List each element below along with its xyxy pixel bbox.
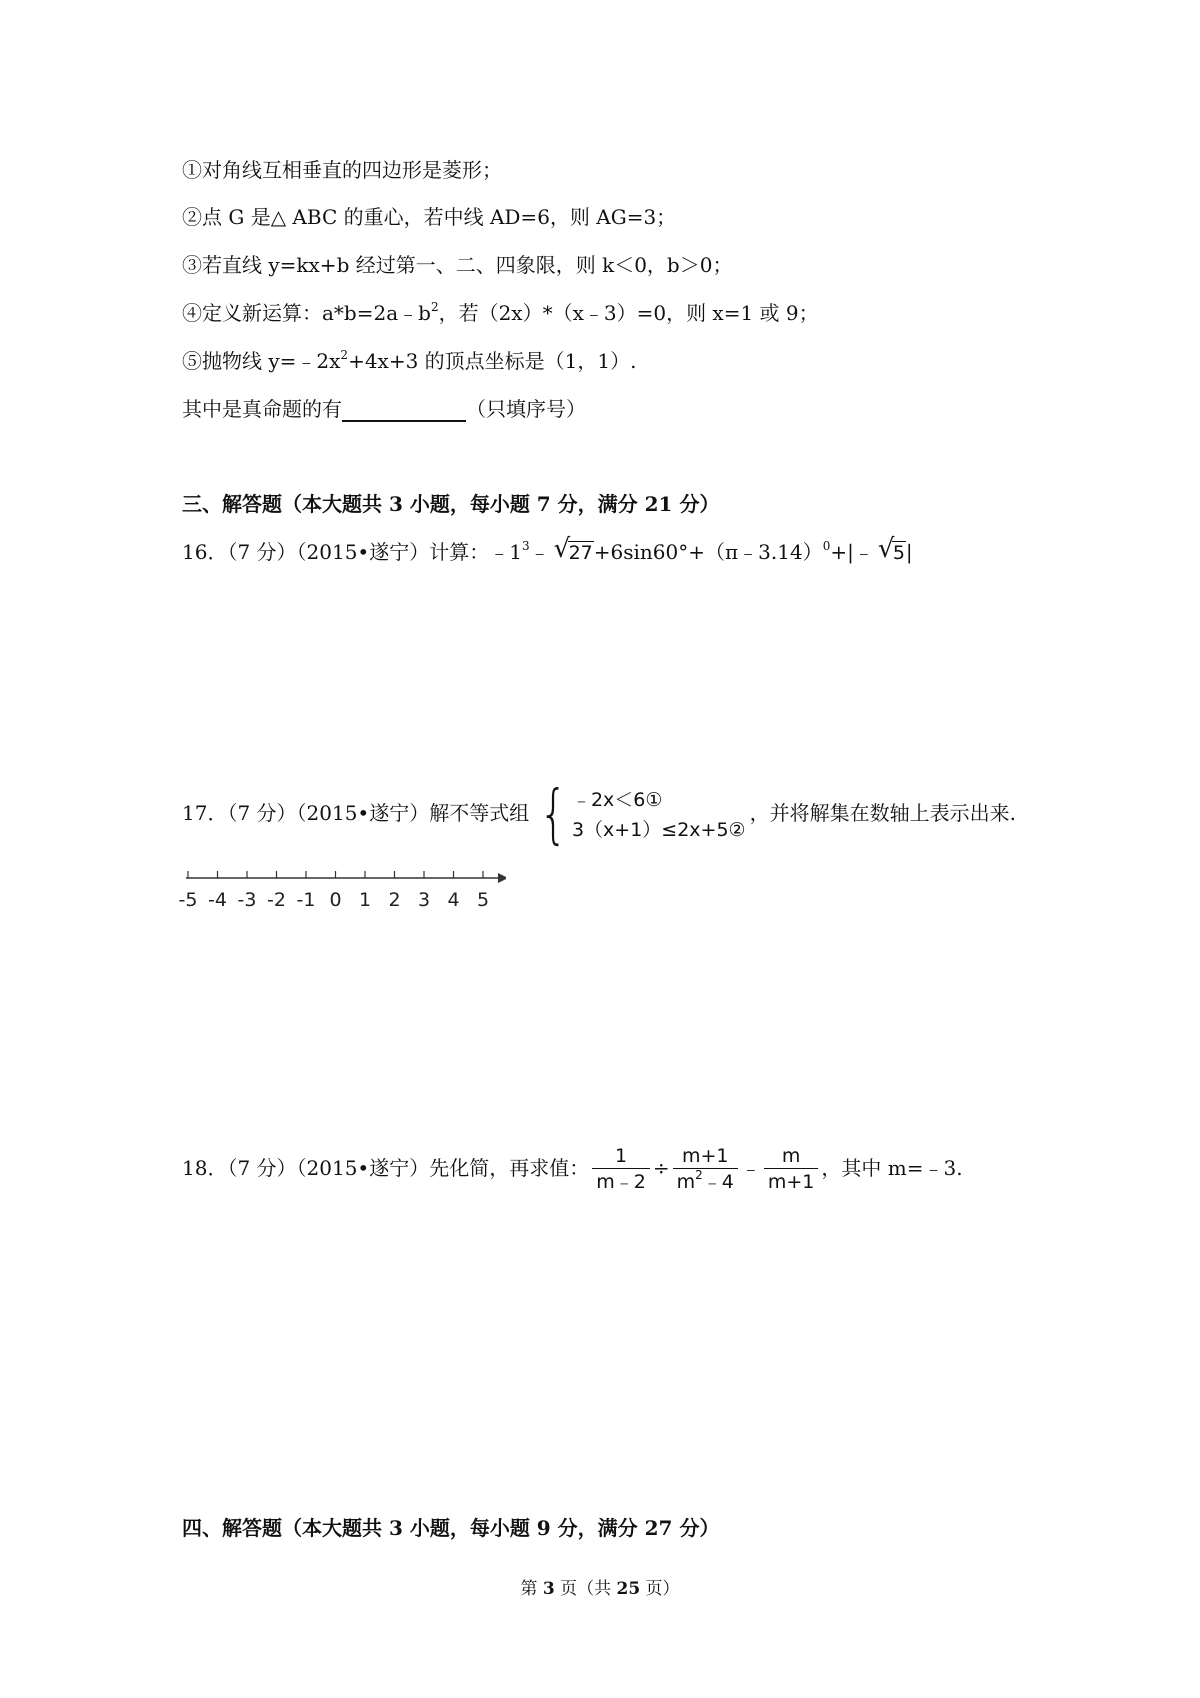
option-4 (182, 299, 819, 327)
radical-sign: √ (553, 534, 571, 564)
option-2: ②点 G 是△ ABC 的重心，若中线 AD=6，则 AG=3； (182, 205, 677, 229)
fraction-2-den-rest: ﹣4 (702, 1171, 734, 1193)
current-page: 3 (542, 1579, 555, 1599)
axis-tick-label: 4 (447, 889, 460, 911)
fraction-2-den-base: m (676, 1171, 696, 1193)
answer-blank[interactable] (342, 398, 466, 422)
option-3: ③若直线 y=kx+b 经过第一、二、四象限，则 k＜0，b＞0； (182, 253, 733, 277)
q18-prefix: 18．（7 分）（2015•遂宁）先化简，再求值： (182, 1156, 590, 1180)
q16-prefix: 16．（7 分）（2015•遂宁）计算：﹣1 (182, 540, 522, 564)
axis-tick-label: -5 (178, 889, 198, 911)
question-16 (182, 534, 913, 567)
inequality-system (533, 777, 746, 852)
axis-tick-label: -1 (296, 889, 316, 911)
radicand-27: 27 (568, 542, 593, 564)
axis-tick-labels (179, 889, 490, 911)
sqrt-5 (877, 534, 906, 567)
total-pages: 25 (616, 1579, 641, 1599)
axis-ticks (188, 871, 483, 878)
q17-prefix: 17．（7 分）（2015•遂宁）解不等式组 (182, 801, 530, 825)
option-4-part-b: ，若（2x）*（x﹣3）=0，则 x=1 或 9； (438, 301, 819, 325)
division-sign: ÷ (652, 1156, 670, 1180)
radicand-5: 5 (892, 542, 905, 564)
q16-abs-open: +|﹣ (830, 540, 874, 564)
number-line (176, 866, 506, 926)
fill-in-hint: （只填序号） (466, 397, 586, 421)
axis-tick-label: -3 (237, 889, 257, 911)
section-3-heading: 三、解答题（本大题共 3 小题，每小题 7 分，满分 21 分） (182, 492, 720, 516)
axis-tick-label: -4 (208, 889, 227, 911)
q16-exponent-0: 0 (822, 539, 831, 553)
option-5-part-a: ⑤抛物线 y=﹣2x (182, 349, 341, 373)
axis-tick-label: 0 (329, 889, 342, 911)
option-4-exponent: 2 (430, 300, 439, 314)
fraction-2-numerator: m+1 (681, 1145, 729, 1167)
q16-abs-close: | (905, 540, 913, 564)
axis-tick-label: 5 (476, 889, 490, 911)
axis-tick-label: 3 (417, 889, 431, 911)
axis-tick-label: 1 (358, 889, 372, 911)
page-footer (0, 1574, 1200, 1599)
number-line-graphic (176, 866, 506, 926)
axis-tick-label: -2 (267, 889, 286, 911)
q16-exponent-1: 3 (521, 539, 530, 553)
fraction-2 (673, 1144, 738, 1195)
axis-tick-label: 2 (388, 889, 401, 911)
section-4-heading: 四、解答题（本大题共 3 小题，每小题 9 分，满分 27 分） (182, 1516, 720, 1540)
option-5 (182, 347, 636, 375)
footer-middle: 页（共 (554, 1579, 617, 1599)
fraction-2-denominator (673, 1168, 738, 1195)
fraction-2-den-exponent: 2 (695, 1168, 703, 1182)
axis-arrow-icon (498, 873, 506, 883)
inequality-1: ﹣2x＜6① (571, 788, 663, 811)
question-17 (182, 777, 1016, 852)
fill-in-label: 其中是真命题的有 (182, 397, 342, 421)
q17-suffix: ，并将解集在数轴上表示出来. (749, 801, 1016, 825)
q16-middle: +6sin60°+（π﹣3.14） (593, 540, 823, 564)
option-4-part-a: ④定义新运算：a*b=2a﹣b (182, 301, 431, 325)
footer-prefix: 第 (520, 1579, 543, 1599)
option-1: ①对角线互相垂直的四边形是菱形； (182, 158, 502, 182)
minus-sign: ﹣ (740, 1156, 761, 1180)
fraction-3-denominator: m+1 (764, 1168, 819, 1195)
fraction-3 (764, 1144, 819, 1195)
fill-in-prompt (182, 395, 586, 423)
radical-sign: √ (877, 534, 895, 564)
fraction-1-numerator: 1 (614, 1145, 628, 1167)
q18-suffix: ，其中 m=﹣3. (821, 1156, 963, 1180)
inequality-2: 3（x+1）≤2x+5② (571, 818, 746, 841)
left-brace: { (539, 777, 568, 852)
footer-suffix: 页） (640, 1579, 680, 1599)
fraction-1-denominator: m﹣2 (592, 1168, 650, 1195)
sqrt-27 (553, 534, 594, 567)
fraction-3-numerator: m (781, 1145, 801, 1167)
question-18 (182, 1138, 963, 1198)
option-5-part-b: +4x+3 的顶点坐标是（1，1）. (348, 349, 637, 373)
q16-minus: ﹣ (529, 540, 550, 564)
option-5-exponent: 2 (340, 348, 349, 362)
fraction-1 (592, 1144, 650, 1195)
